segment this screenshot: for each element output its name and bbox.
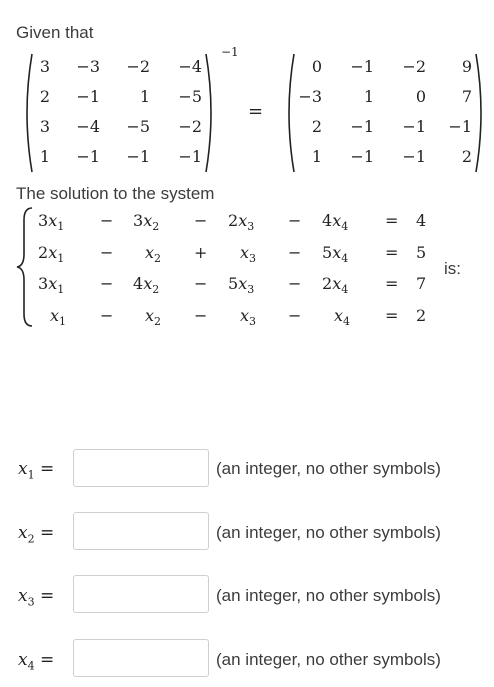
matrix-a-right-paren [204, 52, 218, 174]
system-term: $3x_1$ [38, 274, 65, 297]
inverse-exponent: −1 [221, 45, 239, 59]
system-rhs: 5 [416, 243, 427, 262]
matrix-a-cell: −1 [76, 87, 100, 106]
matrix-a-cell: −1 [126, 147, 150, 166]
answer-label-x2: $x_2$ = [18, 523, 55, 546]
matrix-b-right-paren [474, 52, 488, 174]
answer-input-x1[interactable] [73, 449, 209, 487]
answer-input-x4[interactable] [73, 639, 209, 677]
system-term: $x_3$ [240, 243, 257, 266]
system-term: $x_3$ [240, 306, 257, 329]
system-term: $x_4$ [334, 306, 351, 329]
system-term: $5x_3$ [228, 274, 255, 297]
answer-label-x3: $x_3$ = [18, 586, 55, 609]
system-brace [14, 206, 36, 328]
matrix-b-cell: 1 [311, 147, 322, 166]
system-operator: − [194, 306, 208, 325]
system-operator: − [100, 306, 114, 325]
system-intro-text: The solution to the system [16, 184, 215, 203]
system-operator: − [100, 274, 114, 293]
matrix-b-cell: 2 [311, 117, 322, 136]
matrix-b-cell: 0 [415, 87, 426, 106]
matrix-a-cell: −5 [178, 87, 202, 106]
matrix-b-cell: 1 [363, 87, 374, 106]
matrix-b-cell: −1 [350, 147, 374, 166]
matrix-b-cell: −1 [350, 57, 374, 76]
answer-hint-x1: (an integer, no other symbols) [216, 459, 441, 478]
system-operator: − [194, 211, 208, 230]
system-equals: = [385, 306, 399, 325]
matrix-a-cell: −2 [178, 117, 202, 136]
matrix-b-cell: 0 [311, 57, 322, 76]
answer-hint-x3: (an integer, no other symbols) [216, 586, 441, 605]
matrix-a-cell: −1 [178, 147, 202, 166]
system-operator: − [288, 211, 302, 230]
matrix-equals-sign: = [248, 101, 264, 122]
system-term: $3x_1$ [38, 211, 65, 234]
system-term: $x_2$ [145, 243, 162, 266]
matrix-a-cell: 1 [39, 147, 50, 166]
matrix-a-cell: −4 [76, 117, 100, 136]
matrix-a-cell: 3 [39, 57, 50, 76]
system-operator: − [288, 243, 302, 262]
system-term: $4x_2$ [133, 274, 160, 297]
system-term: $2x_3$ [228, 211, 255, 234]
system-term: $x_2$ [145, 306, 162, 329]
matrix-b-cell: −3 [298, 87, 322, 106]
matrix-a-cell: −5 [126, 117, 150, 136]
system-operator: − [100, 211, 114, 230]
system-term: $2x_4$ [322, 274, 349, 297]
matrix-b-cell: 9 [461, 57, 472, 76]
answer-input-x2[interactable] [73, 512, 209, 550]
matrix-b-cell: 7 [461, 87, 472, 106]
matrix-b-cell: −1 [402, 147, 426, 166]
answer-label-x4: $x_4$ = [18, 650, 55, 673]
answer-input-x3[interactable] [73, 575, 209, 613]
system-operator: − [100, 243, 114, 262]
matrix-a-cell: −3 [76, 57, 100, 76]
system-suffix: is: [444, 259, 461, 278]
system-rhs: 2 [416, 306, 427, 325]
matrix-b-cell: −2 [402, 57, 426, 76]
matrix-a-cell: −1 [76, 147, 100, 166]
matrix-a-cell: −4 [178, 57, 202, 76]
matrix-b-cell: −1 [350, 117, 374, 136]
matrix-a-cell: −2 [126, 57, 150, 76]
system-term: $x_1$ [50, 306, 67, 329]
system-term: $4x_4$ [322, 211, 349, 234]
answer-hint-x4: (an integer, no other symbols) [216, 650, 441, 669]
answer-hint-x2: (an integer, no other symbols) [216, 523, 441, 542]
matrix-a-cell: 2 [39, 87, 50, 106]
system-equals: = [385, 211, 399, 230]
system-rhs: 4 [416, 211, 427, 230]
answer-label-x1: $x_1$ = [18, 459, 55, 482]
system-term: $2x_1$ [38, 243, 65, 266]
system-operator: − [288, 306, 302, 325]
system-rhs: 7 [416, 274, 427, 293]
matrix-b-cell: 2 [461, 147, 472, 166]
system-term: $5x_4$ [322, 243, 349, 266]
matrix-b-cell: −1 [402, 117, 426, 136]
matrix-a-cell: 3 [39, 117, 50, 136]
system-equals: = [385, 274, 399, 293]
matrix-b-cell: −1 [448, 117, 472, 136]
system-operator: + [194, 243, 208, 262]
system-operator: − [288, 274, 302, 293]
matrix-a-cell: 1 [139, 87, 150, 106]
intro-text: Given that [16, 23, 94, 42]
system-equals: = [385, 243, 399, 262]
system-operator: − [194, 274, 208, 293]
system-term: $3x_2$ [133, 211, 160, 234]
